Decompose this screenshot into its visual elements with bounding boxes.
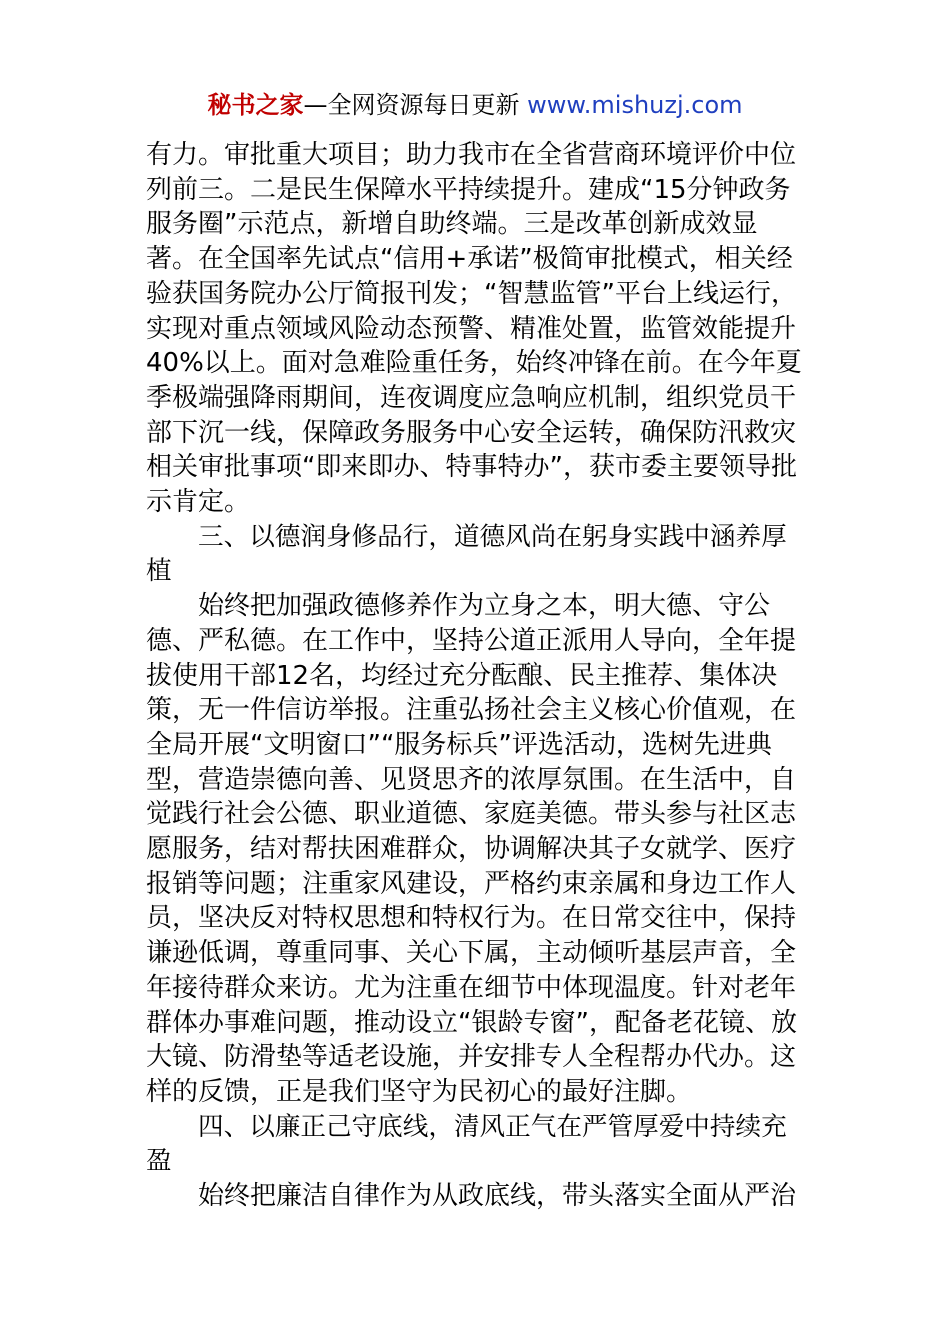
site-brand: 秘书之家	[207, 91, 304, 119]
site-url[interactable]: www.mishuzj.com	[527, 91, 743, 119]
site-tagline: —全网资源每日更新	[303, 91, 528, 119]
paragraph-ethics: 始终把加强政德修养作为立身之本，明大德、守公德、严私德。在工作中，坚持公道正派用人导向，全年提拔使用干部12名，均经过充分酝酿、民主推荐、集体决策，无一件信访举报。注重弘扬社会主义核心价值观，在全局开展“文明窗口”“服务标兵”评选活动，选树先进典型，营造崇德向善、见贤思齐的浓厚氛围。在生活中，自觉践行社会公德、职业道德、家庭美德。带头参与社区志愿服务，结对帮扶困难群众，协调解决其子女就学、医疗报销等问题；注重家风建设，严格约束亲属和身边工作人员，坚决反对特权思想和特权行为。在日常交往中，保持谦逊低调，尊重同事、关心下属，主动倾听基层声音，全年接待群众来访。尤为注重在细节中体现温度。针对老年群体办事难问题，推动设立“银龄专窗”，配备老花镜、放大镜、防滑垫等适老设施，并安排专人全程帮办代办。这样的反馈，正是我们坚守为民初心的最好注脚。	[146, 591, 797, 1107]
paragraph-integrity: 始终把廉洁自律作为从政底线，带头落实全面从严治	[198, 1181, 797, 1212]
page-header	[0, 88, 950, 122]
paragraph-continued: 有力。审批重大项目；助力我市在全省营商环境评价中位列前三。二是民生保障水平持续提升。建成“15分钟政务服务圈”示范点，新增自助终端。三是改革创新成效显著。在全国率先试点“信用+承诺”极简审批模式，相关经验获国务院办公厅简报刊发；“智慧监管”平台上线运行，实现对重点领域风险动态预警、精准处置，监管效能提升40%以上。面对急难险重任务，始终冲锋在前。在今年夏季极端强降雨期间，连夜调度应急响应机制，组织党员干部下沉一线，保障政务服务中心安全运转，确保防汛救灾相关审批事项“即来即办、特事特办”，获市委主要领导批示肯定。	[146, 140, 802, 518]
section-heading-3: 三、以德润身修品行，道德风尚在躬身实践中涵养厚植	[146, 521, 787, 587]
section-heading-4: 四、以廉正己守底线，清风正气在严管厚爱中持续充盈	[146, 1111, 787, 1177]
document-body	[146, 138, 808, 1214]
